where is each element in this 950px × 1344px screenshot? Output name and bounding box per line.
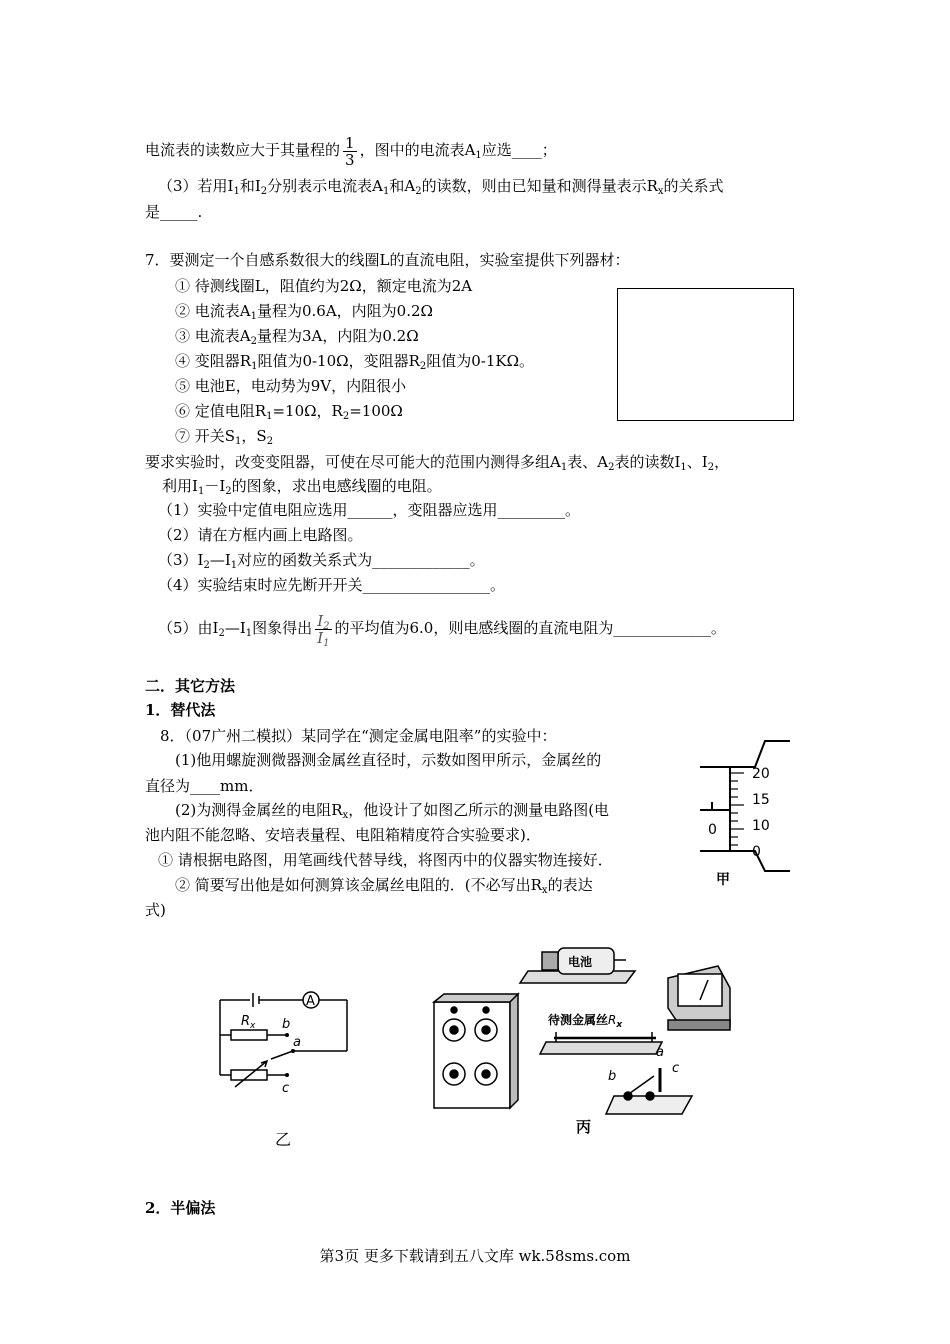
section-heading-other-methods: 二．其它方法: [145, 677, 236, 695]
q7-sub-3: $(3)I_2—I_1$对应的函数关系式为_____________。: [158, 551, 485, 571]
top-line-3: 是_____.: [145, 203, 203, 221]
figure-caption-yi: 乙: [275, 1130, 292, 1149]
battery-label: 电池: [568, 955, 593, 969]
q7-sub-4: （4）实验结束时应先断开开关_________________。: [158, 576, 506, 594]
top-line-2: （3）若用$I_1$和$I_2$分别表示电流表$A_1$和$A_2$的读数，则由已知量和测得量表示$R_x$的关系式: [158, 177, 724, 197]
apparatus-c-label: c: [672, 1061, 680, 1076]
circuit-c-label: c: [282, 1081, 290, 1096]
q7-item-2: ② 电流表$A_1$量程为0.6A，内阻为0.2Ω: [175, 302, 433, 322]
micrometer-tick-20: 20: [752, 766, 770, 782]
q8-p1: (1)他用螺旋测微器测金属丝直径时，示数如图甲所示，金属丝的: [175, 751, 602, 769]
metal-wire-label: 待测金属丝$R_x$: [548, 1013, 623, 1030]
q8-p4: ① 请根据电路图，用笔画线代替导线，将图丙中的仪器实物连接好．: [158, 851, 613, 869]
fraction-i2-over-i1: $\frac{I_2}{I_1}$: [317, 611, 330, 649]
subsection-substitution: 1．替代法: [145, 701, 216, 719]
micrometer-tick-15: 15: [752, 792, 770, 808]
circuit-rx-label: $R_x$: [241, 1014, 256, 1031]
circuit-figure: [205, 985, 365, 1150]
q8-p6: 式): [145, 901, 166, 919]
fraction-one-third: $\frac{1}{3}$: [345, 133, 355, 169]
apparatus-b-label: b: [608, 1069, 617, 1084]
q7-requirement-2: 利用$I_1-I_2$的图象，求出电感线圈的电阻。: [162, 477, 442, 497]
circuit-b-label: b: [282, 1017, 291, 1032]
figure-caption-bing: 丙: [576, 1118, 592, 1136]
micrometer-tick-0: 0: [752, 844, 761, 860]
q8-p2: (2)为测得金属丝的电阻$R_x$，他设计了如图乙所示的测量电路图(电: [175, 801, 610, 821]
subsection-half-deflection: 2．半偏法: [145, 1199, 216, 1217]
micrometer-tick-10: 10: [752, 818, 770, 834]
resistance-box: [434, 994, 518, 1108]
q7-sub-2: （2）请在方框内画上电路图。: [158, 526, 363, 544]
top-line-1: 电流表的读数应大于其量程的 $\frac{1}{3}$ ，图中的电流表$A_1$应选____；: [145, 133, 557, 169]
q8-p3: 池内阻不能忽略、安培表量程、电阻箱精度符合实验要求)．: [145, 826, 541, 844]
q7-title: 7．要测定一个自感系数很大的线圈L的直流电阻，实验室提供下列器材：: [145, 251, 630, 269]
q8-title: 8．（07广州二模拟）某同学在“测定金属电阻率”的实验中：: [160, 727, 557, 745]
metal-wire-apparatus: [540, 1032, 662, 1054]
ammeter-apparatus: [668, 966, 730, 1030]
q7-item-3: ③ 电流表$A_2$量程为3A，内阻为0.2Ω: [175, 327, 419, 347]
q8-p5: ② 简要写出他是如何测算该金属丝电阻的．(不必写出$R_x$的表达: [175, 876, 593, 896]
ammeter-label: A: [306, 994, 315, 1009]
figure-caption-jia: 甲: [716, 872, 730, 888]
q7-requirement-1: 要求实验时，改变变阻器，可使在尽可能大的范围内测得多组$A_1$表、$A_2$表的读数$I_1$、$I_2$，: [145, 453, 730, 473]
circuit-a-label: a: [293, 1035, 301, 1050]
q7-item-4: ④ 变阻器$R_1$阻值为0-10Ω，变阻器$R_2$阻值为0-1KΩ。: [175, 352, 535, 372]
q8-p1b: 直径为____mm．: [145, 777, 264, 795]
q7-sub-5: （5）由$I_2—I_1$图象得出 $\frac{I_2}{I_1}$ 的平均值为6.0，则电感线圈的直流电阻为_____________。: [158, 611, 726, 649]
page-footer: 第3页 更多下载请到五八文库 wk.58sms.com: [319, 1247, 631, 1265]
circuit-drawing-box: [617, 288, 794, 421]
q7-item-7: ⑦ 开关$S_1$，$S_2$: [175, 427, 274, 447]
apparatus-a-label: a: [656, 1045, 664, 1060]
q7-item-1: ① 待测线圈L，阻值约为2Ω，额定电流为2A: [175, 277, 473, 295]
q7-item-5: ⑤ 电池E，电动势为9V，内阻很小: [175, 377, 407, 395]
micrometer-figure: [690, 738, 800, 888]
apparatus-figure: [430, 938, 740, 1138]
q7-sub-1: （1）实验中定值电阻应选用______，变阻器应选用_________。: [158, 501, 581, 519]
q7-item-6: ⑥ 定值电阻$R_1=10\Omega$，$R_2=100\Omega$: [175, 402, 403, 422]
micrometer-zero-label: 0: [708, 822, 717, 838]
